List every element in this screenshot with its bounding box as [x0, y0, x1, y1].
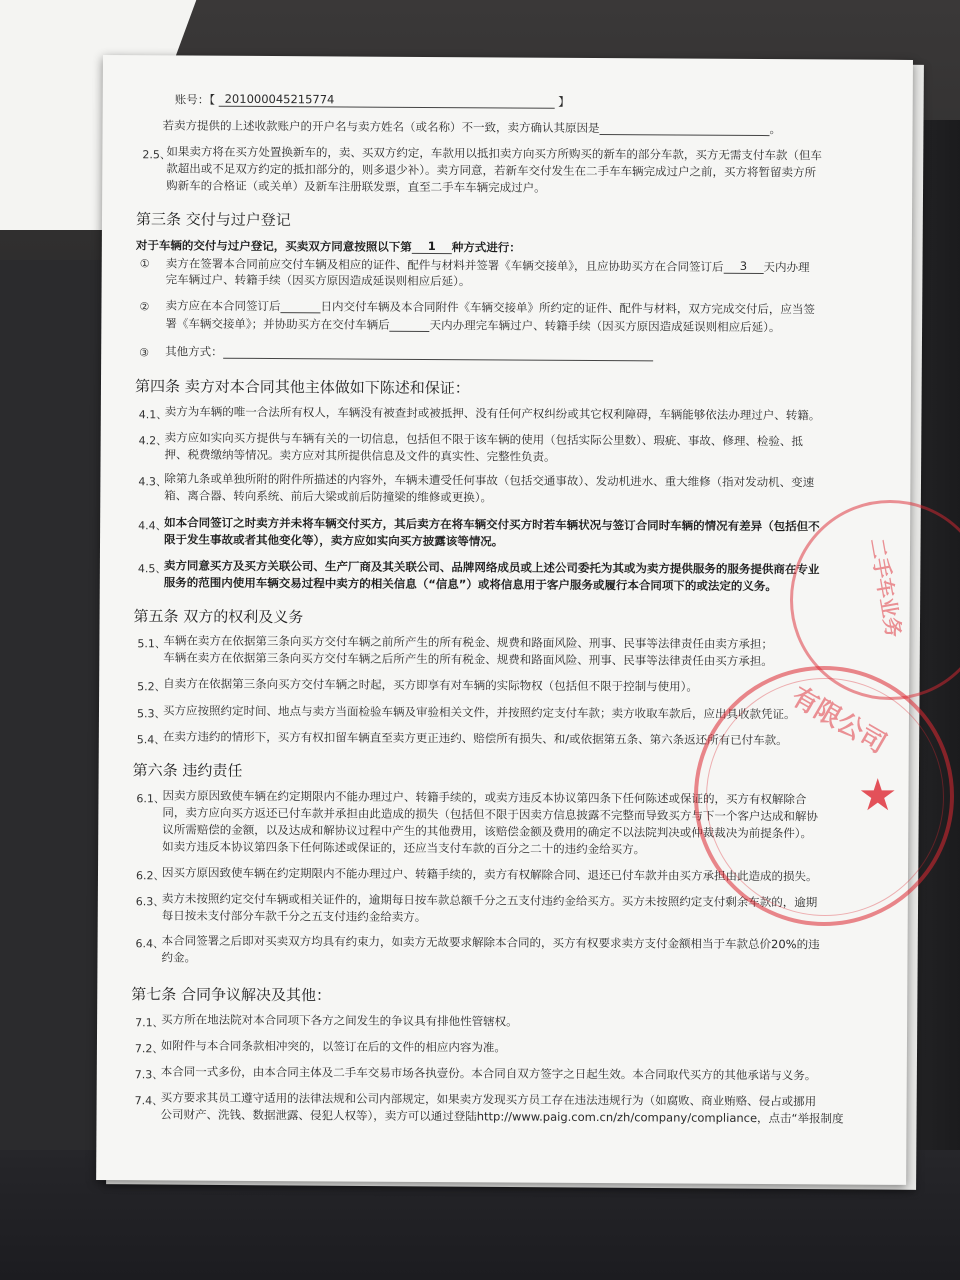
clause-number: 6.2、 — [135, 869, 165, 883]
clause-6-1-line2: 同，卖方应向买方返还已付车款并承担由此造成的损失（包括但不限于因卖方信息披露不完整而导致买方与下一个客户达成和解协 — [162, 805, 818, 824]
clause-6-1-line1: 因卖方原因致使车辆在约定期限内不能办理过户、转籍手续的，或卖方违反本协议第四条下任何陈述或保证的，买方有权解除合 — [162, 788, 807, 807]
clause-number: 6.3、 — [135, 895, 165, 909]
clause-6-1-line4: 如卖方违反本协议第四条下任何陈述或保证的，还应当支付车款的百分之二十的违约金给买方。 — [162, 839, 646, 857]
clause-2-5-line2: 款超出或不足双方约定的抵扣部分的，则多退少补）。卖方同意，若新车交付发生在二手车车辆完成过户之前，买方将暂留卖方所 — [166, 161, 817, 180]
clause-number: 2.5、 — [142, 148, 171, 162]
account-number: 201000045215774 — [219, 92, 555, 109]
clause-number: 7.1、 — [135, 1016, 164, 1030]
clause-5-1-line1: 车辆在卖方在依据第三条向买方交付车辆之前所产生的所有税金、规费和路面风险、刑事、民事等法律责任由卖方承担； — [163, 633, 773, 652]
seal-side-text: 二手车业务 — [865, 536, 907, 640]
reason-blank — [600, 134, 770, 136]
clause-number: 4.1、 — [138, 408, 168, 422]
account-close: 】 — [558, 94, 570, 109]
account-line — [175, 91, 570, 108]
clause-4-4-line1: 如本合同签订之时卖方并未将车辆交付买方，其后卖方在将车辆交付买方时若车辆状况与签订合同时车辆的情况有差异（包括但不 — [164, 515, 820, 534]
clause-7-2: 如附件与本合同条款相冲突的，以签订在后的文件的相应内容为准。 — [160, 1038, 506, 1055]
clause-number: 5.4、 — [136, 733, 166, 747]
clause-4-5-line1: 卖方同意买方及买方关联公司、生产厂商及其关联公司、品牌网络成员或上述公司委托为其或为卖方提供服务的服务提供商在专业 — [163, 558, 820, 577]
clause-7-1: 买方所在地法院对本合同项下各方之间发生的争议具有排他性管辖权。 — [161, 1012, 518, 1029]
clause-4-3-line1: 除第九条或单独所附的附件所描述的内容外，车辆未遭受任何事故（包括交通事故）、发动机进水、重大维修（指对发动机、变速 — [164, 471, 815, 490]
clause-2-5-line3: 购新车的合格证（或关单）及新车注册联发票，直至二手车车辆完成过户。 — [166, 178, 546, 195]
clause-4-3-line2: 箱、离合器、转向系统、前后大梁或前后防撞梁的维修或更换）。 — [164, 488, 493, 505]
option-3-blank — [223, 358, 653, 362]
option-3-line: 其他方式： — [165, 344, 653, 361]
option-marker: ① — [139, 257, 150, 271]
chosen-method: 1 — [412, 239, 452, 254]
clause-6-2: 因买方原因致使车辆在约定期限内不能办理过户、转籍手续的，卖方有权解除合同、退还已付车款并由买方承担由此造成的损失。 — [161, 865, 818, 884]
account-label: 账号：【 — [174, 92, 216, 107]
option-marker: ③ — [139, 346, 150, 360]
article-3-intro: 对于车辆的交付与过户登记，买卖双方同意按照以下第 1 种方式进行： — [135, 238, 521, 255]
clause-number: 6.1、 — [136, 792, 165, 806]
clause-6-4-line1: 本合同签署之后即对买卖双方均具有约束力，如卖方无故要求解除本合同的，买方有权要求卖方支付金额相当于车款总价20%的违 — [161, 933, 820, 952]
seal-star-icon: ★ — [858, 770, 898, 821]
article-5-heading: 第五条 双方的权利及义务 — [133, 607, 304, 627]
article-4-heading: 第四条 卖方对本合同其他主体做如下陈述和保证： — [134, 377, 470, 398]
option-1-days: 3 — [723, 259, 763, 274]
contract-page — [96, 55, 913, 1185]
clause-number: 4.2、 — [138, 434, 168, 448]
clause-number: 5.3、 — [136, 707, 166, 721]
option-2-days-blank — [280, 312, 320, 313]
clause-6-3-line2: 每日按未支付部分车款千分之五支付违约金给卖方。 — [161, 908, 427, 924]
option-1-line1: 卖方在签署本合同前应交付车辆及相应的证件、配件与材料并签署《车辆交接单》，且应协助买方在合同签订后 3 天内办理 — [165, 256, 810, 275]
option-2-transfer-blank — [390, 331, 430, 332]
clause-4-2-line1: 卖方应如实向买方提供与车辆有关的一切信息，包括但不限于该车辆的使用（包括实际公里数）、瑕疵、事故、修理、检验、抵 — [164, 430, 803, 449]
clause-number: 4.3、 — [138, 475, 167, 489]
clause-4-2-line2: 押、税费缴纳等情况。卖方应对其所提供信息及文件的真实性、完整性负责。 — [164, 447, 556, 464]
clause-number: 7.3、 — [134, 1068, 164, 1082]
article-6-heading: 第六条 违约责任 — [132, 761, 243, 780]
article-3-heading: 第三条 交付与过户登记 — [135, 210, 291, 230]
seal-text: 有限公司 — [786, 681, 892, 760]
clause-2-5-line1: 如果卖方将在买方处置换新车的，卖、买双方约定，车款用以抵扣卖方向买方所购买的新车的部分车款，买方无需支付车款（但车 — [166, 144, 822, 163]
clause-number: 5.2、 — [137, 680, 166, 694]
option-2-line1: 卖方应在本合同签订后 日内交付车辆及本合同附件《车辆交接单》所约定的证件、配件与材料，双方完成交付后，应当签 — [165, 298, 816, 317]
clause-6-3-line1: 卖方未按照约定交付车辆或相关证件的，逾期每日按车款总额千分之五支付违约金给买方。买方未按照约定支付剩余车款的，逾期 — [161, 891, 818, 910]
clause-number: 4.4、 — [138, 519, 167, 533]
option-1-line2: 完车辆过户、转籍手续（因买方原因造成延误则相应后延）。 — [165, 272, 471, 289]
clause-7-3: 本合同一式多份，由本合同主体及二手车交易市场各执壹份。本合同自双方签字之日起生效。本合同取代买方的其他承诺与义务。 — [160, 1064, 817, 1083]
clause-2-4-tail: 若卖方提供的上述收款账户的开户名与卖方姓名（或名称）不一致，卖方确认其原因是 。 — [162, 118, 782, 137]
clause-number: 5.1、 — [137, 637, 166, 651]
clause-number: 6.4、 — [135, 937, 165, 951]
clause-7-4-line1: 买方要求其员工遵守适用的法律法规和公司内部规定，如果卖方发现买方员工存在违法违规行为（如腐败、商业贿赂、侵占或挪用 — [160, 1090, 817, 1109]
clause-4-1: 卖方为车辆的唯一合法所有权人，车辆没有被查封或被抵押、没有任何产权纠纷或其它权利障碍，车辆能够依法办理过户、转籍。 — [164, 404, 821, 423]
clause-4-4-line2: 限于发生事故或者其他变化等），卖方应如实向买方披露该等情况。 — [163, 532, 504, 549]
clause-5-1-line2: 车辆在卖方在依据第三条向买方交付车辆之后所产生的所有税金、规费和路面风险、刑事、民事等法律责任由买方承担。 — [163, 650, 773, 669]
option-marker: ② — [139, 300, 150, 314]
clause-number: 7.2、 — [134, 1042, 164, 1056]
company-seal — [694, 666, 954, 926]
option-2-line2: 署《车辆交接单》；并协助买方在交付车辆后 天内办理完车辆过户、转籍手续（因买方原因造成延误则相应后延）。 — [165, 316, 781, 335]
clause-6-4-line2: 约金。 — [161, 950, 197, 965]
clause-number: 4.5、 — [137, 562, 167, 576]
clause-number: 7.4、 — [134, 1094, 164, 1108]
clause-5-4: 在卖方违约的情形下，买方有权扣留车辆直至卖方更正违约、赔偿所有损失、和/或依据第五条、第六条返还所有已付车款。 — [162, 729, 788, 748]
clause-4-5-line2: 服务的范围内使用车辆交易过程中卖方的相关信息（“信息”）或将信息用于客户服务或履行本合同项下的或法定的义务。 — [163, 575, 777, 594]
clause-6-1-line3: 议所需赔偿的金额，以及达成和解协议过程中产生的其他费用，该赔偿金额及费用的确定不以法院判决或仲裁裁决为前提条件）。 — [162, 822, 813, 841]
clause-7-4-line2: 公司财产、洗钱、数据泄露、侵犯人权等），卖方可以通过登陆http://www.paig.com.cn/zh/company/compliance，点击“举报制度 — [160, 1107, 844, 1126]
clause-5-3: 买方应按照约定时间、地点与卖方当面检验车辆及审验相关文件，并按照约定支付车款；卖方收取车款后，应出具收款凭证。 — [162, 703, 796, 722]
article-7-heading: 第七条 合同争议解决及其他： — [131, 985, 332, 1005]
clause-5-2: 自卖方在依据第三条向买方交付车辆之时起，买方即享有对车辆的实际物权（包括但不限于控制与使用）。 — [163, 676, 698, 694]
